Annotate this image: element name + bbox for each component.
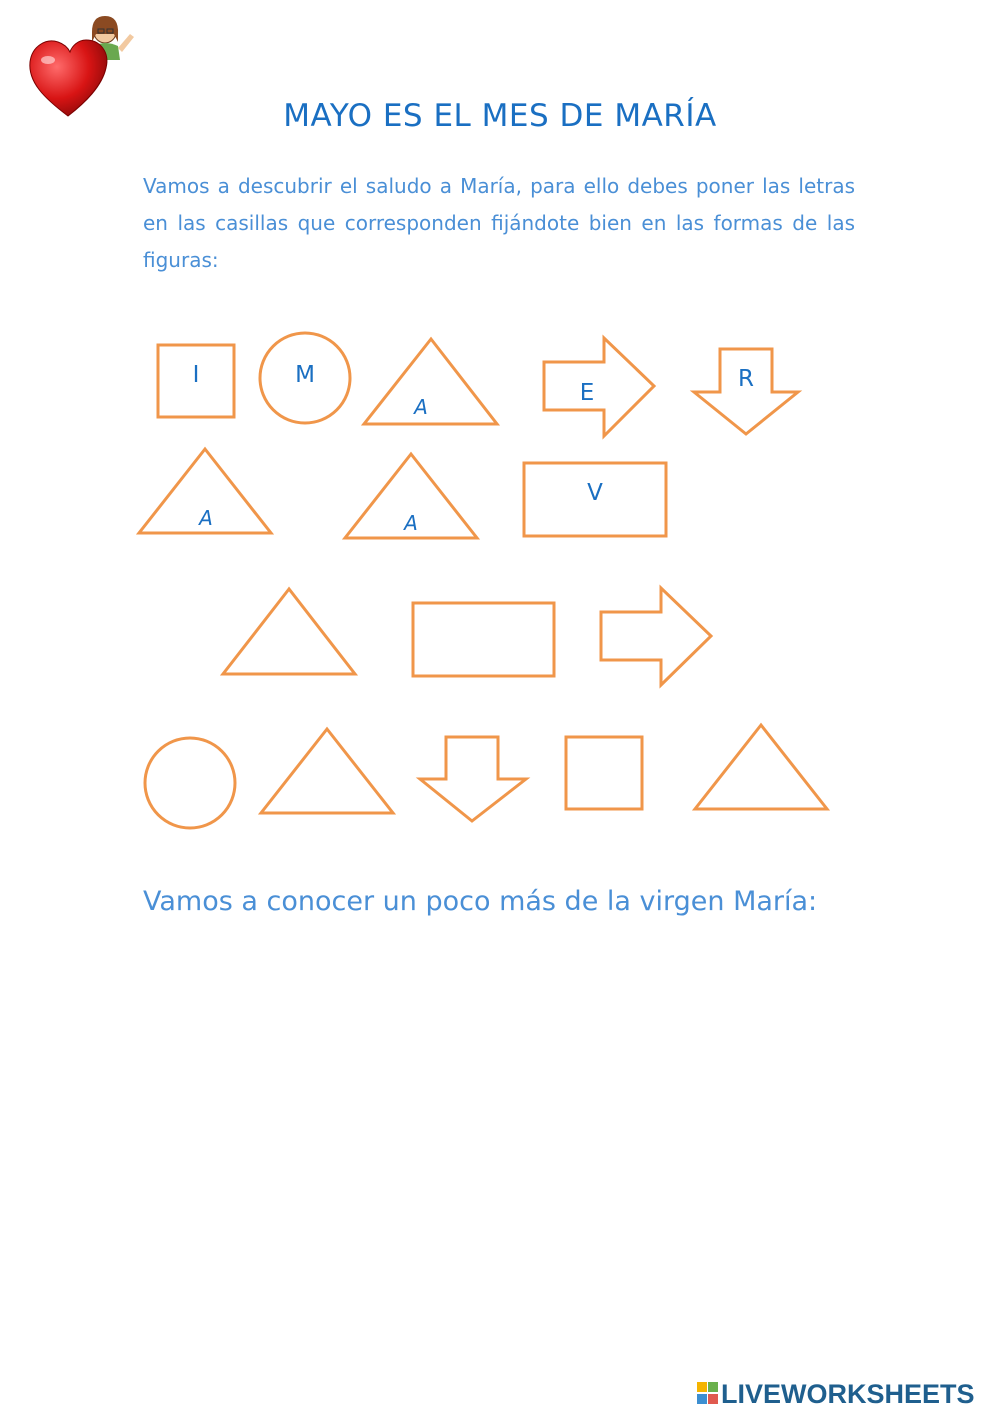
- letter-triangle-1: A: [414, 395, 428, 419]
- key-arrow-right: [544, 338, 654, 436]
- key-rectangle: [524, 463, 666, 536]
- letter-arrow-down: R: [738, 366, 754, 392]
- page-title: MAYO ES EL MES DE MARÍA: [283, 98, 717, 134]
- letter-square: I: [192, 362, 200, 388]
- key-triangle-3: [345, 454, 477, 538]
- answer-arrow-down[interactable]: [420, 737, 526, 821]
- letter-rectangle: V: [587, 480, 603, 506]
- key-triangle-1: [364, 339, 497, 424]
- key-triangle-2: [139, 449, 271, 533]
- letter-arrow-right: E: [579, 380, 595, 406]
- brand-name: LIVEWORKSHEETS: [721, 1378, 975, 1409]
- triangle-shape: [364, 339, 497, 424]
- key-circle: [260, 333, 350, 423]
- answer-rectangle[interactable]: [413, 603, 554, 676]
- letter-triangle-3: A: [404, 511, 418, 535]
- liveworksheets-logo-icon: [697, 1382, 719, 1406]
- instructions-text: Vamos a descubrir el saludo a María, para ello debes poner las letras en las casillas que corresponden fijándote bien en las formas de las figuras:: [143, 174, 855, 272]
- key-arrow-down: [694, 349, 798, 434]
- answer-triangle-3[interactable]: [695, 725, 827, 809]
- answer-triangle-1[interactable]: [223, 589, 355, 674]
- liveworksheets-logo: [697, 1377, 975, 1411]
- arrow-right-shape: [544, 338, 654, 436]
- answer-square[interactable]: [566, 737, 642, 809]
- key-square: [158, 345, 234, 417]
- section-subheading: Vamos a conocer un poco más de la virgen María:: [143, 886, 818, 917]
- letter-triangle-2: A: [199, 506, 213, 530]
- answer-arrow-right[interactable]: [601, 588, 711, 685]
- answer-circle[interactable]: [145, 738, 235, 828]
- answer-triangle-2[interactable]: [261, 729, 393, 813]
- letter-circle: M: [295, 362, 315, 388]
